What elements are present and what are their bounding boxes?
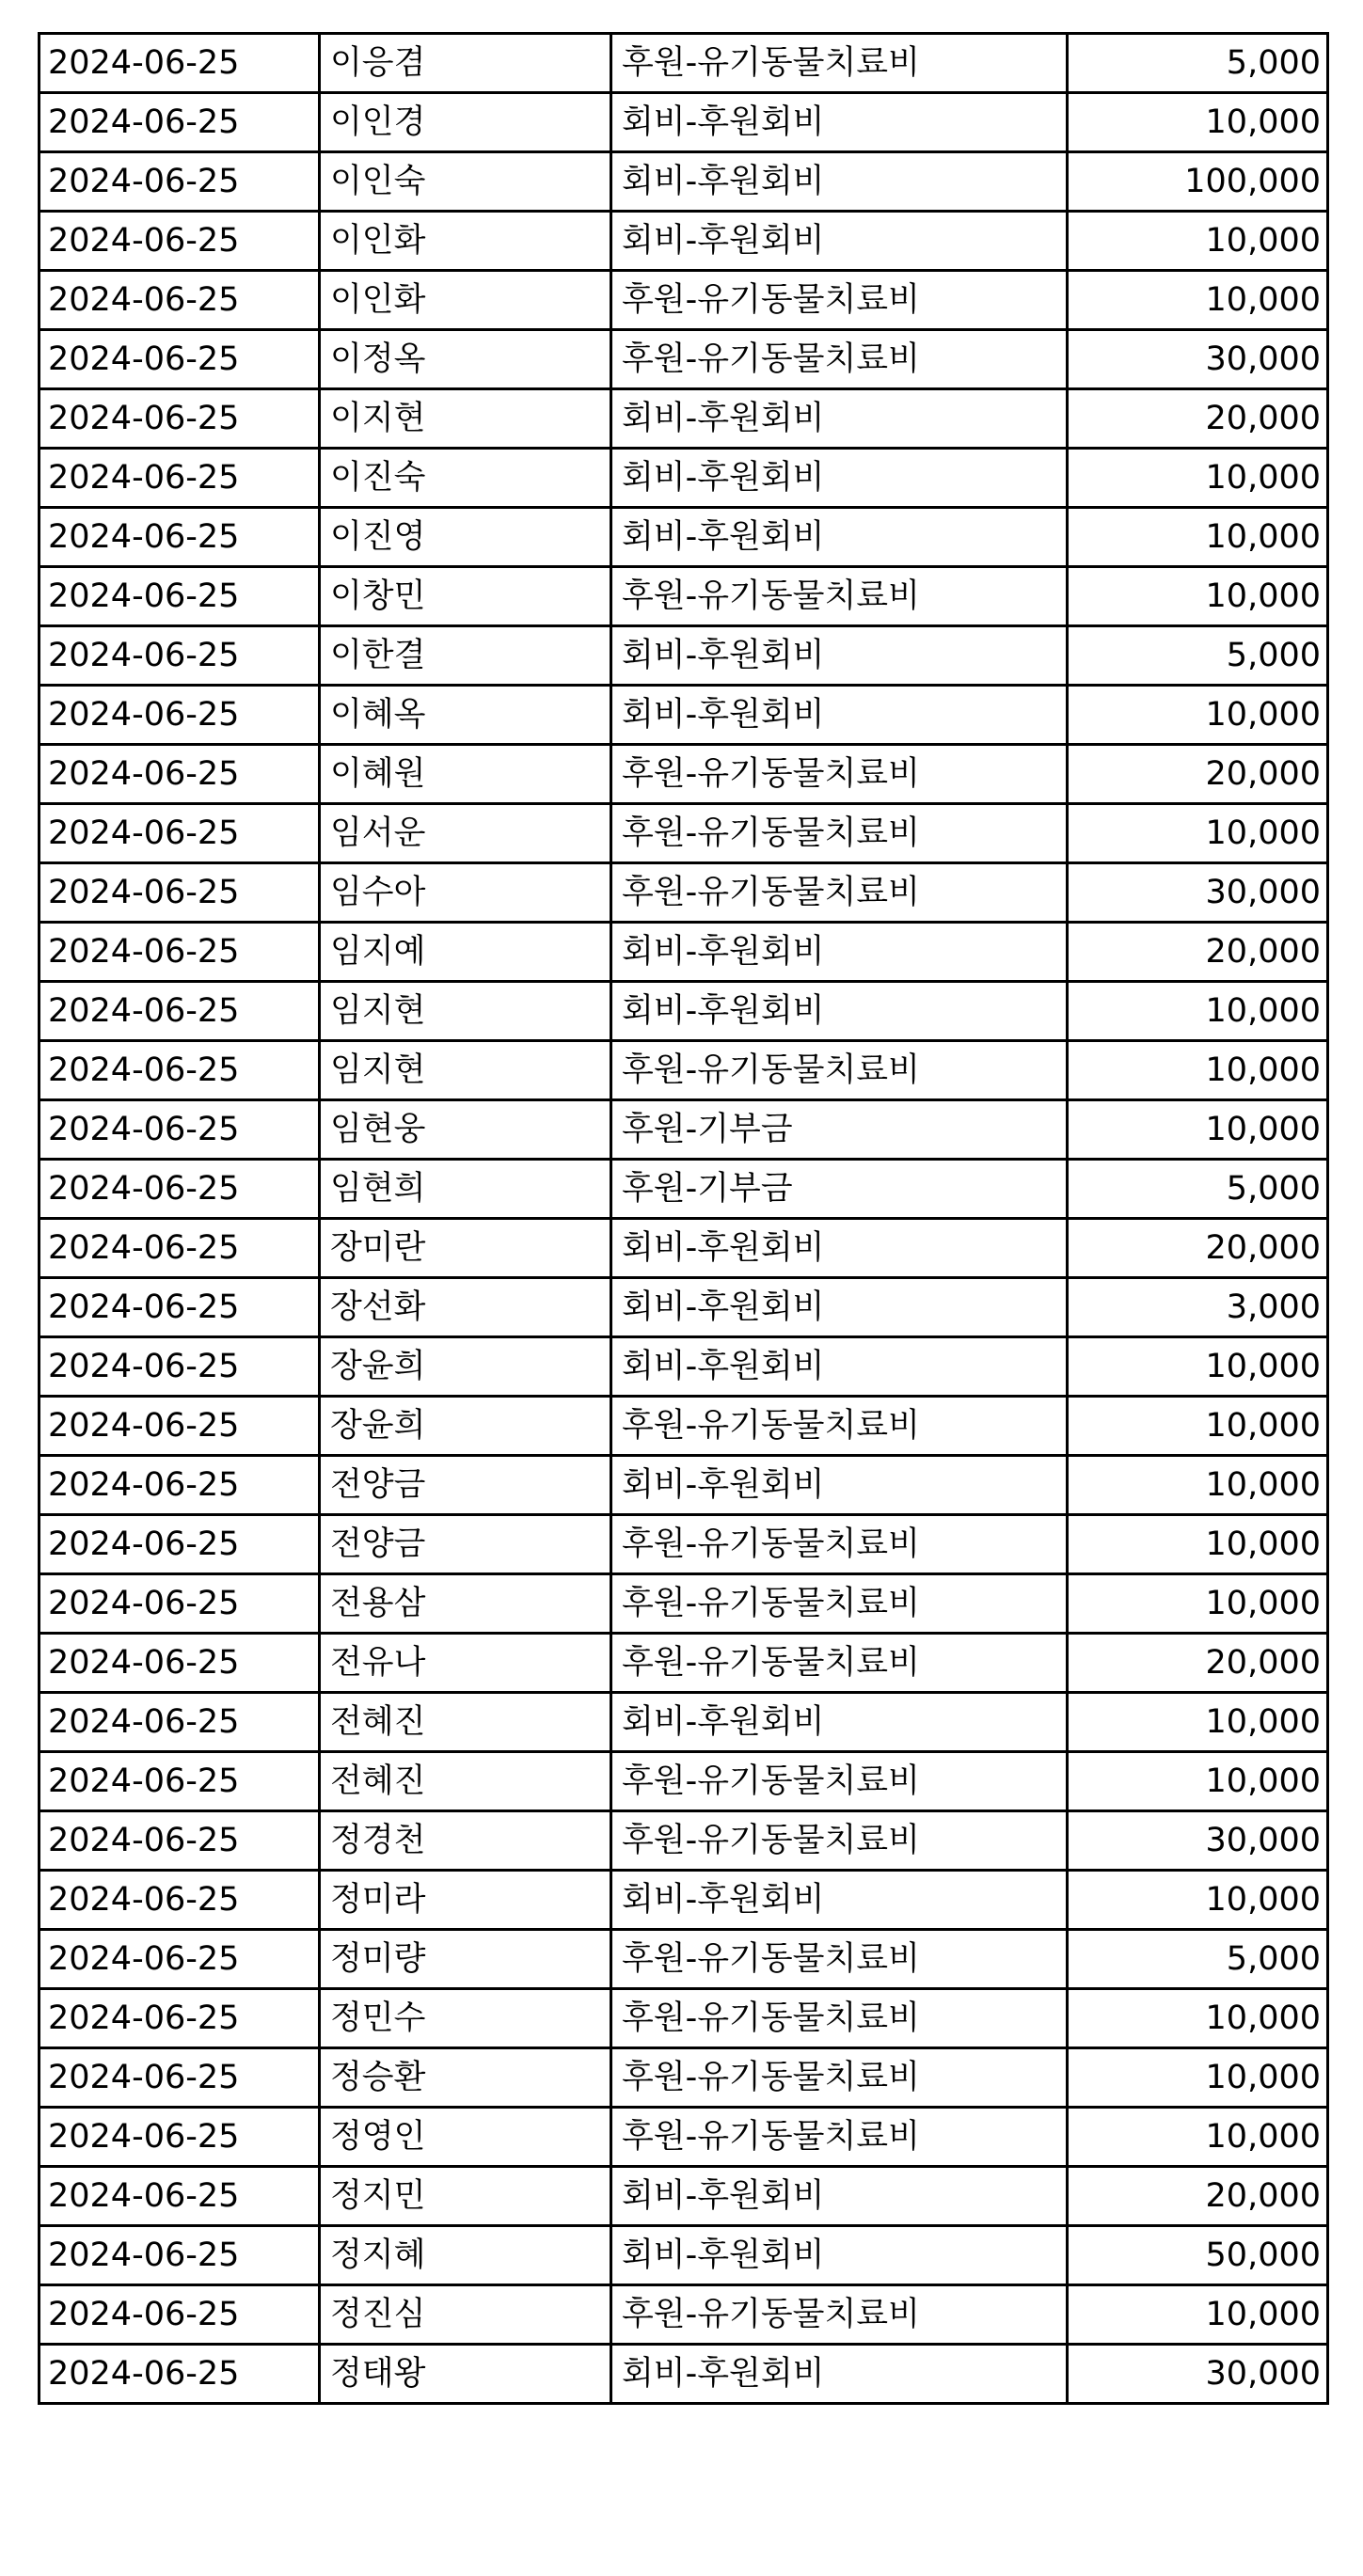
category-cell: 회비-후원회비 <box>611 212 1068 271</box>
table-row <box>40 982 1328 1041</box>
table-row <box>40 626 1328 686</box>
table-row <box>40 863 1328 923</box>
category-cell: 후원-기부금 <box>611 1160 1068 1219</box>
amount-cell: 50,000 <box>1068 2226 1328 2285</box>
donor-name-cell: 정미라 <box>320 1871 611 1930</box>
category-cell: 후원-유기동물치료비 <box>611 863 1068 923</box>
amount-cell: 30,000 <box>1068 1811 1328 1871</box>
category-cell: 후원-유기동물치료비 <box>611 1930 1068 1989</box>
category-cell: 후원-유기동물치료비 <box>611 1752 1068 1811</box>
category-cell: 회비-후원회비 <box>611 2167 1068 2226</box>
donor-name-cell: 이정옥 <box>320 330 611 389</box>
category-cell: 후원-유기동물치료비 <box>611 1989 1068 2048</box>
table-row <box>40 1752 1328 1811</box>
date-cell: 2024-06-25 <box>40 1693 320 1752</box>
date-cell: 2024-06-25 <box>40 1930 320 1989</box>
table-row <box>40 1989 1328 2048</box>
category-cell: 후원-유기동물치료비 <box>611 1515 1068 1574</box>
table-row <box>40 1515 1328 1574</box>
date-cell: 2024-06-25 <box>40 626 320 686</box>
table-row <box>40 1397 1328 1456</box>
donor-name-cell: 정영인 <box>320 2108 611 2167</box>
category-cell: 회비-후원회비 <box>611 449 1068 508</box>
amount-cell: 10,000 <box>1068 804 1328 863</box>
table-row <box>40 1930 1328 1989</box>
date-cell: 2024-06-25 <box>40 1456 320 1515</box>
category-cell: 후원-유기동물치료비 <box>611 1811 1068 1871</box>
category-cell: 회비-후원회비 <box>611 93 1068 152</box>
table-row <box>40 1219 1328 1278</box>
category-cell: 후원-유기동물치료비 <box>611 1634 1068 1693</box>
donor-name-cell: 임지현 <box>320 1041 611 1100</box>
date-cell: 2024-06-25 <box>40 745 320 804</box>
category-cell: 회비-후원회비 <box>611 1278 1068 1337</box>
amount-cell: 10,000 <box>1068 1871 1328 1930</box>
date-cell: 2024-06-25 <box>40 2108 320 2167</box>
table-row <box>40 804 1328 863</box>
date-cell: 2024-06-25 <box>40 2285 320 2345</box>
amount-cell: 20,000 <box>1068 2167 1328 2226</box>
ledger-body <box>40 34 1328 2404</box>
table-row <box>40 2167 1328 2226</box>
date-cell: 2024-06-25 <box>40 567 320 626</box>
date-cell: 2024-06-25 <box>40 152 320 212</box>
date-cell: 2024-06-25 <box>40 1397 320 1456</box>
table-row <box>40 923 1328 982</box>
donor-name-cell: 이인화 <box>320 212 611 271</box>
amount-cell: 10,000 <box>1068 1989 1328 2048</box>
category-cell: 회비-후원회비 <box>611 1871 1068 1930</box>
table-row <box>40 93 1328 152</box>
date-cell: 2024-06-25 <box>40 330 320 389</box>
table-row <box>40 212 1328 271</box>
date-cell: 2024-06-25 <box>40 686 320 745</box>
donor-name-cell: 정승환 <box>320 2048 611 2108</box>
table-row <box>40 2345 1328 2404</box>
category-cell: 회비-후원회비 <box>611 508 1068 567</box>
category-cell: 회비-후원회비 <box>611 1219 1068 1278</box>
amount-cell: 20,000 <box>1068 1634 1328 1693</box>
donor-name-cell: 이인화 <box>320 271 611 330</box>
donor-name-cell: 장윤희 <box>320 1337 611 1397</box>
amount-cell: 5,000 <box>1068 626 1328 686</box>
amount-cell: 10,000 <box>1068 1041 1328 1100</box>
donor-name-cell: 이지현 <box>320 389 611 449</box>
date-cell: 2024-06-25 <box>40 1811 320 1871</box>
date-cell: 2024-06-25 <box>40 389 320 449</box>
donor-name-cell: 임수아 <box>320 863 611 923</box>
date-cell: 2024-06-25 <box>40 2226 320 2285</box>
amount-cell: 5,000 <box>1068 1160 1328 1219</box>
amount-cell: 10,000 <box>1068 271 1328 330</box>
table-row <box>40 330 1328 389</box>
amount-cell: 30,000 <box>1068 863 1328 923</box>
donor-name-cell: 전용삼 <box>320 1574 611 1634</box>
date-cell: 2024-06-25 <box>40 1041 320 1100</box>
donor-name-cell: 이혜원 <box>320 745 611 804</box>
table-row <box>40 1337 1328 1397</box>
date-cell: 2024-06-25 <box>40 449 320 508</box>
donor-name-cell: 정민수 <box>320 1989 611 2048</box>
category-cell: 회비-후원회비 <box>611 1456 1068 1515</box>
amount-cell: 100,000 <box>1068 152 1328 212</box>
table-row <box>40 389 1328 449</box>
donor-name-cell: 전양금 <box>320 1515 611 1574</box>
category-cell: 후원-유기동물치료비 <box>611 2108 1068 2167</box>
date-cell: 2024-06-25 <box>40 1100 320 1160</box>
amount-cell: 5,000 <box>1068 34 1328 93</box>
donor-name-cell: 정지혜 <box>320 2226 611 2285</box>
donor-name-cell: 임지현 <box>320 982 611 1041</box>
donor-name-cell: 임지예 <box>320 923 611 982</box>
donor-name-cell: 장선화 <box>320 1278 611 1337</box>
table-row <box>40 2226 1328 2285</box>
table-row <box>40 1100 1328 1160</box>
donor-name-cell: 전혜진 <box>320 1752 611 1811</box>
category-cell: 회비-후원회비 <box>611 152 1068 212</box>
table-row <box>40 2048 1328 2108</box>
amount-cell: 10,000 <box>1068 982 1328 1041</box>
date-cell: 2024-06-25 <box>40 804 320 863</box>
donor-name-cell: 장미란 <box>320 1219 611 1278</box>
date-cell: 2024-06-25 <box>40 1871 320 1930</box>
category-cell: 후원-유기동물치료비 <box>611 2048 1068 2108</box>
donor-name-cell: 정태왕 <box>320 2345 611 2404</box>
category-cell: 회비-후원회비 <box>611 923 1068 982</box>
category-cell: 후원-유기동물치료비 <box>611 2285 1068 2345</box>
date-cell: 2024-06-25 <box>40 1219 320 1278</box>
table-row <box>40 1634 1328 1693</box>
table-row <box>40 271 1328 330</box>
amount-cell: 10,000 <box>1068 1100 1328 1160</box>
amount-cell: 20,000 <box>1068 389 1328 449</box>
amount-cell: 10,000 <box>1068 1397 1328 1456</box>
date-cell: 2024-06-25 <box>40 863 320 923</box>
donor-name-cell: 정지민 <box>320 2167 611 2226</box>
amount-cell: 10,000 <box>1068 686 1328 745</box>
table-row <box>40 1871 1328 1930</box>
amount-cell: 30,000 <box>1068 330 1328 389</box>
donor-name-cell: 임현웅 <box>320 1100 611 1160</box>
table-row <box>40 1693 1328 1752</box>
donor-name-cell: 임서운 <box>320 804 611 863</box>
date-cell: 2024-06-25 <box>40 923 320 982</box>
table-row <box>40 1811 1328 1871</box>
donor-name-cell: 정미량 <box>320 1930 611 1989</box>
date-cell: 2024-06-25 <box>40 93 320 152</box>
donor-name-cell: 이혜옥 <box>320 686 611 745</box>
category-cell: 회비-후원회비 <box>611 982 1068 1041</box>
date-cell: 2024-06-25 <box>40 1278 320 1337</box>
amount-cell: 10,000 <box>1068 1337 1328 1397</box>
amount-cell: 10,000 <box>1068 1752 1328 1811</box>
category-cell: 회비-후원회비 <box>611 626 1068 686</box>
table-row <box>40 2285 1328 2345</box>
date-cell: 2024-06-25 <box>40 2048 320 2108</box>
donor-name-cell: 이인숙 <box>320 152 611 212</box>
category-cell: 회비-후원회비 <box>611 1693 1068 1752</box>
date-cell: 2024-06-25 <box>40 271 320 330</box>
date-cell: 2024-06-25 <box>40 1634 320 1693</box>
category-cell: 후원-유기동물치료비 <box>611 567 1068 626</box>
date-cell: 2024-06-25 <box>40 1160 320 1219</box>
amount-cell: 10,000 <box>1068 1693 1328 1752</box>
category-cell: 후원-유기동물치료비 <box>611 1574 1068 1634</box>
date-cell: 2024-06-25 <box>40 508 320 567</box>
table-row <box>40 1160 1328 1219</box>
table-row <box>40 567 1328 626</box>
table-row <box>40 508 1328 567</box>
table-row <box>40 449 1328 508</box>
donor-name-cell: 이진영 <box>320 508 611 567</box>
donor-name-cell: 정진심 <box>320 2285 611 2345</box>
donor-name-cell: 이응겸 <box>320 34 611 93</box>
date-cell: 2024-06-25 <box>40 1574 320 1634</box>
amount-cell: 10,000 <box>1068 2285 1328 2345</box>
amount-cell: 30,000 <box>1068 2345 1328 2404</box>
donor-name-cell: 전유나 <box>320 1634 611 1693</box>
amount-cell: 10,000 <box>1068 1515 1328 1574</box>
table-row <box>40 1041 1328 1100</box>
category-cell: 후원-기부금 <box>611 1100 1068 1160</box>
category-cell: 후원-유기동물치료비 <box>611 271 1068 330</box>
amount-cell: 10,000 <box>1068 212 1328 271</box>
amount-cell: 10,000 <box>1068 2108 1328 2167</box>
donor-name-cell: 전양금 <box>320 1456 611 1515</box>
amount-cell: 20,000 <box>1068 1219 1328 1278</box>
amount-cell: 5,000 <box>1068 1930 1328 1989</box>
table-row <box>40 1456 1328 1515</box>
donor-name-cell: 임현희 <box>320 1160 611 1219</box>
donor-name-cell: 이창민 <box>320 567 611 626</box>
date-cell: 2024-06-25 <box>40 1752 320 1811</box>
amount-cell: 10,000 <box>1068 508 1328 567</box>
date-cell: 2024-06-25 <box>40 2167 320 2226</box>
category-cell: 후원-유기동물치료비 <box>611 1041 1068 1100</box>
amount-cell: 20,000 <box>1068 745 1328 804</box>
table-row <box>40 1278 1328 1337</box>
donation-ledger-table <box>38 32 1329 2405</box>
amount-cell: 10,000 <box>1068 1574 1328 1634</box>
table-row <box>40 745 1328 804</box>
donor-name-cell: 장윤희 <box>320 1397 611 1456</box>
donor-name-cell: 이한결 <box>320 626 611 686</box>
donor-name-cell: 전혜진 <box>320 1693 611 1752</box>
donor-name-cell: 이진숙 <box>320 449 611 508</box>
amount-cell: 10,000 <box>1068 1456 1328 1515</box>
table-row <box>40 34 1328 93</box>
date-cell: 2024-06-25 <box>40 982 320 1041</box>
category-cell: 후원-유기동물치료비 <box>611 804 1068 863</box>
category-cell: 후원-유기동물치료비 <box>611 330 1068 389</box>
amount-cell: 20,000 <box>1068 923 1328 982</box>
category-cell: 회비-후원회비 <box>611 389 1068 449</box>
table-row <box>40 152 1328 212</box>
category-cell: 회비-후원회비 <box>611 2226 1068 2285</box>
table-row <box>40 1574 1328 1634</box>
donor-name-cell: 이인경 <box>320 93 611 152</box>
amount-cell: 3,000 <box>1068 1278 1328 1337</box>
date-cell: 2024-06-25 <box>40 34 320 93</box>
category-cell: 후원-유기동물치료비 <box>611 34 1068 93</box>
date-cell: 2024-06-25 <box>40 1337 320 1397</box>
amount-cell: 10,000 <box>1068 449 1328 508</box>
date-cell: 2024-06-25 <box>40 212 320 271</box>
date-cell: 2024-06-25 <box>40 1989 320 2048</box>
date-cell: 2024-06-25 <box>40 1515 320 1574</box>
table-row <box>40 2108 1328 2167</box>
amount-cell: 10,000 <box>1068 2048 1328 2108</box>
category-cell: 후원-유기동물치료비 <box>611 745 1068 804</box>
category-cell: 회비-후원회비 <box>611 2345 1068 2404</box>
category-cell: 회비-후원회비 <box>611 1337 1068 1397</box>
date-cell: 2024-06-25 <box>40 2345 320 2404</box>
amount-cell: 10,000 <box>1068 567 1328 626</box>
table-row <box>40 686 1328 745</box>
amount-cell: 10,000 <box>1068 93 1328 152</box>
donor-name-cell: 정경천 <box>320 1811 611 1871</box>
category-cell: 회비-후원회비 <box>611 686 1068 745</box>
category-cell: 후원-유기동물치료비 <box>611 1397 1068 1456</box>
